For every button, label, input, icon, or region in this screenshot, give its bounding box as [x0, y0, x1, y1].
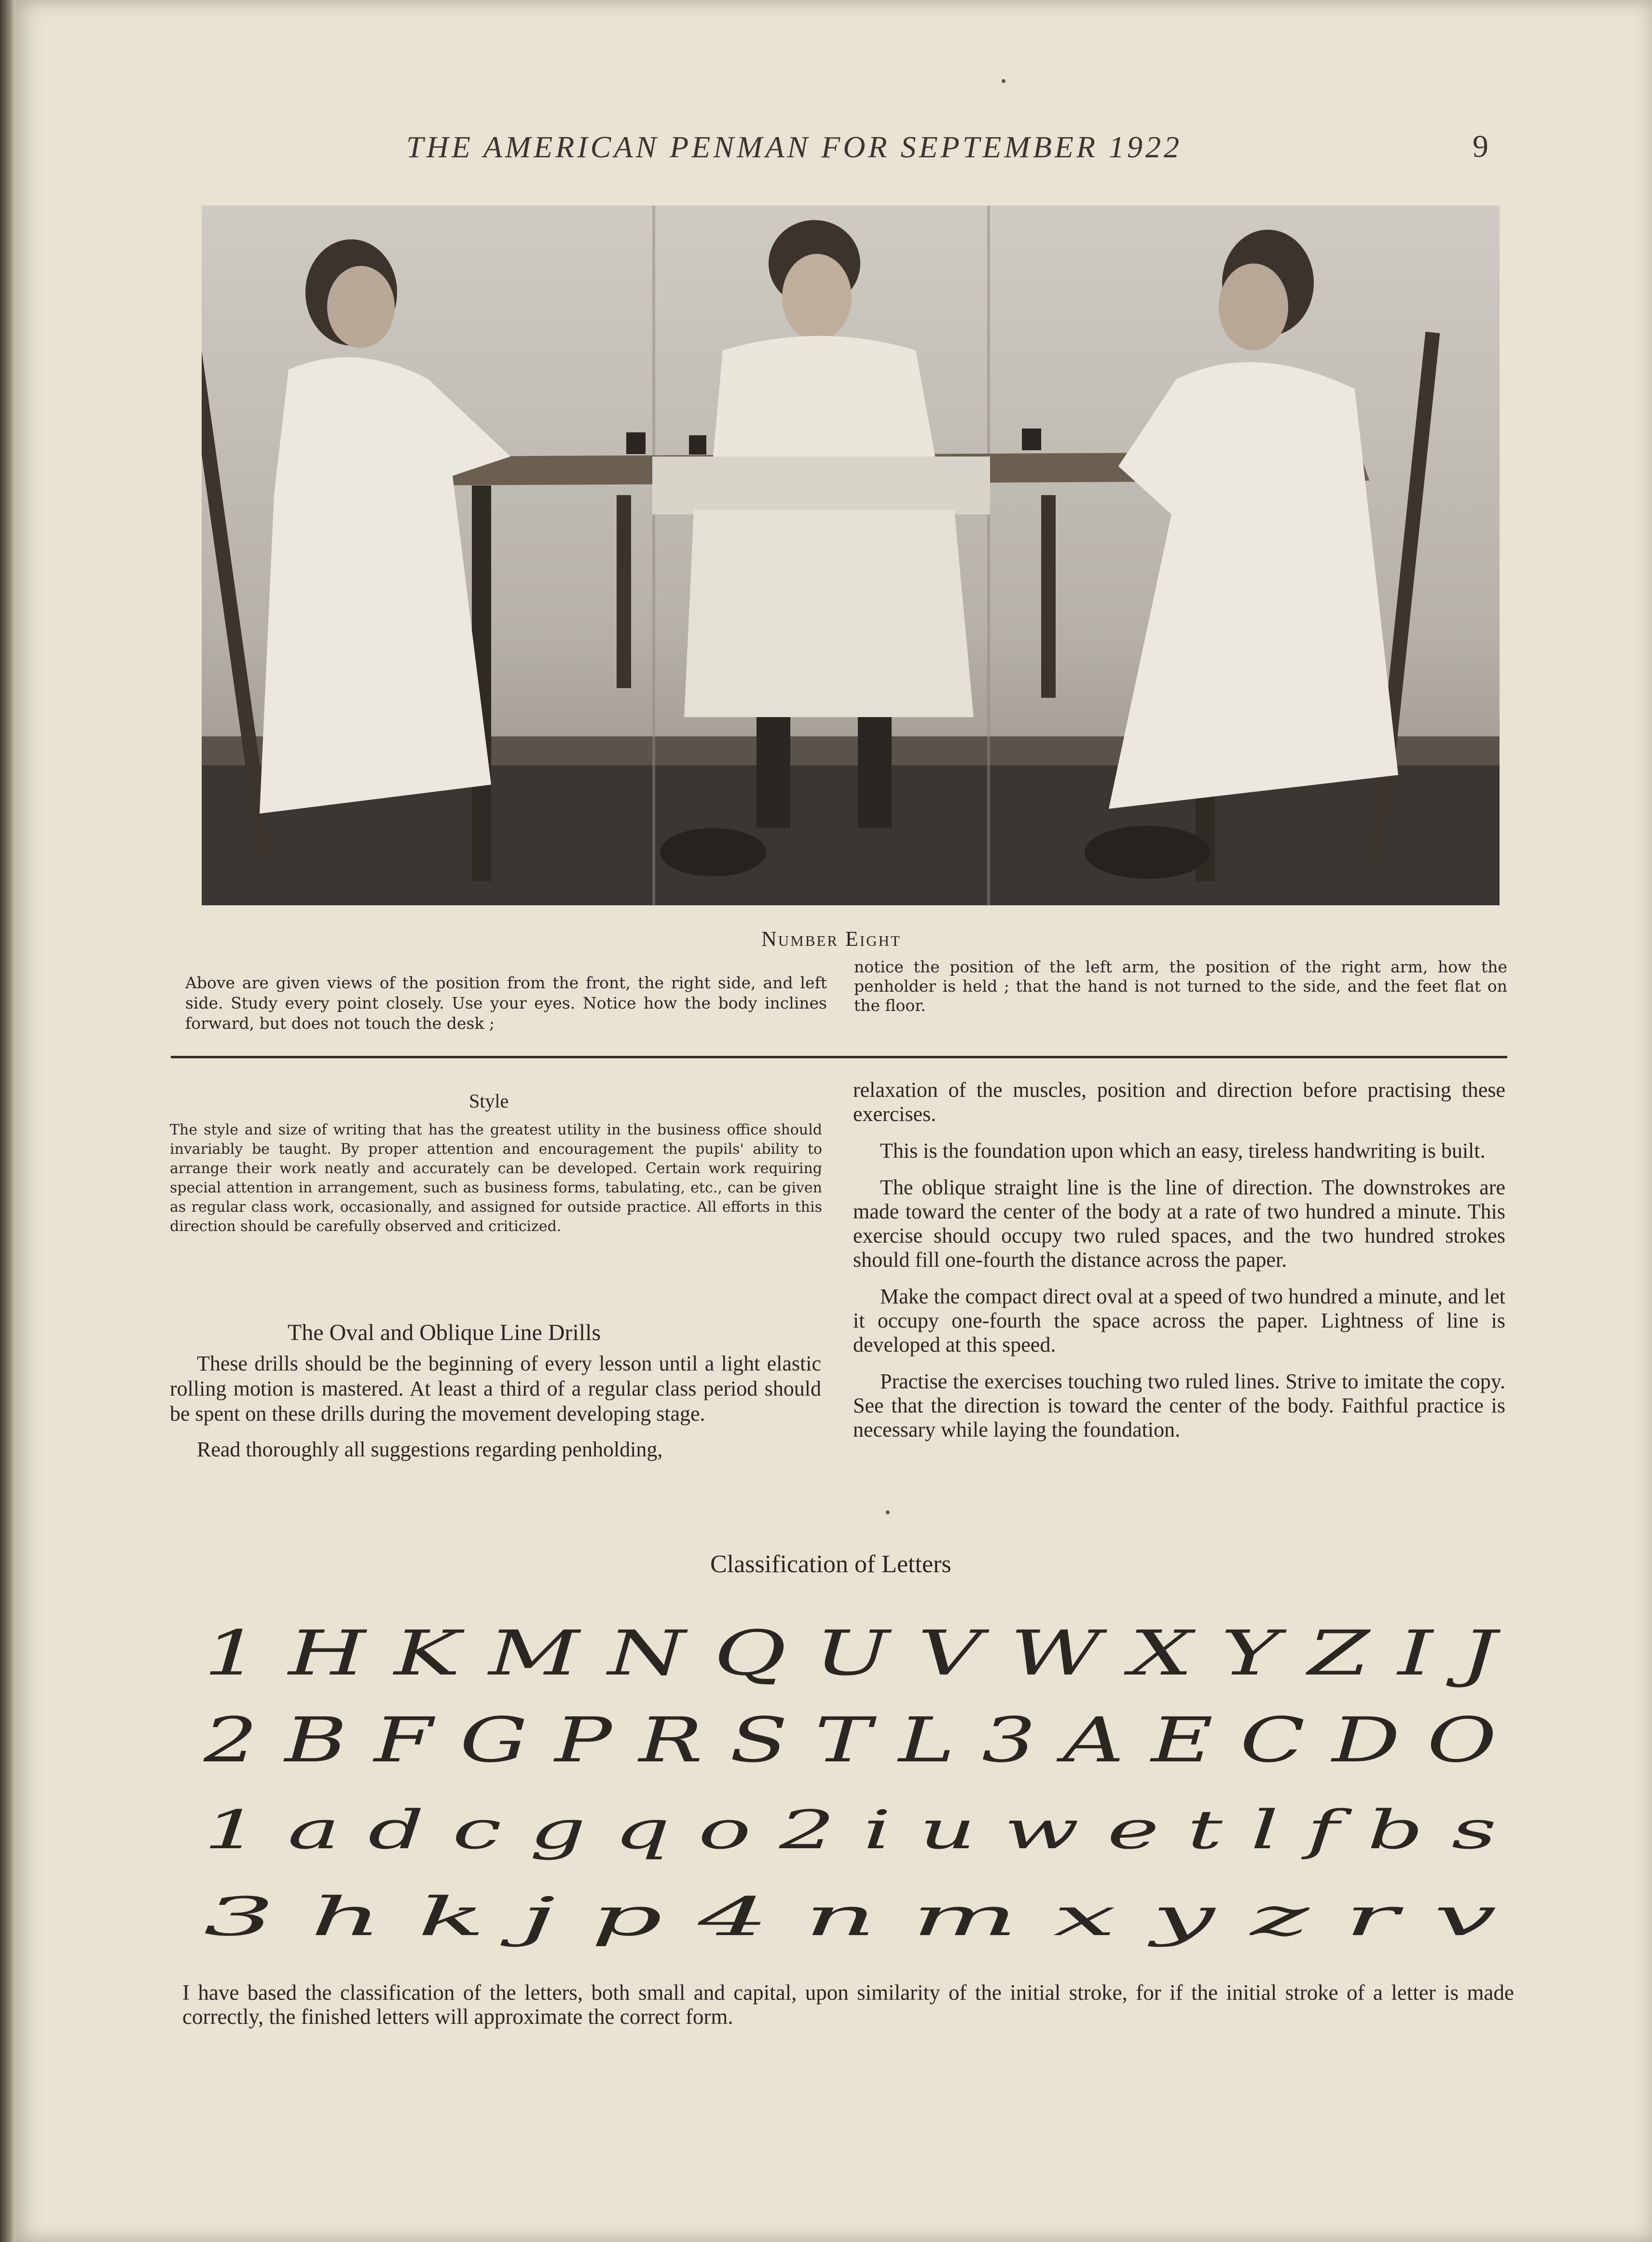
page-number: 9: [1473, 129, 1488, 164]
magazine-page: [15, 0, 1652, 2242]
style-heading: Style: [469, 1090, 509, 1112]
script-row-4: 3 h k j p 4 n m x y z r v: [204, 1886, 1497, 1948]
script-row-3: 1 a d c g q o 2 i u w e t l f b s: [204, 1799, 1497, 1861]
drills-paragraph: Read thoroughly all suggestions regarding penholding,: [197, 1438, 663, 1461]
photo-three-girls-writing-icon: [202, 206, 1500, 905]
classification-footer: I have based the classification of the letters, both small and capital, upon similarity of the initial stroke, for if the initial stroke of a letter is made correctly, the finished letters will approximate the correct form.: [182, 1980, 1514, 2029]
speck: [1002, 79, 1005, 83]
script-row-1: 1 H K M N Q U V W X Y Z I J: [204, 1618, 1501, 1689]
book-binding: [0, 0, 15, 2242]
style-paragraph: The style and size of writing that has the greatest utility in the business office should invariably be taught. By proper attention and encouragement the pupils' ability to arrange their work neatly and accurately can be developed. Certain work requiring special attention in arrangement, such as business forms, tabulating, etc., can be given as regular class work, occasionally, and assigned for outside practice. All efforts in this direction should be carefully observed and criticized.: [170, 1121, 822, 1235]
classification-heading: Classification of Letters: [710, 1550, 951, 1578]
photograph-writing-positions: [202, 206, 1500, 905]
script-letter-rows: [199, 1602, 1511, 1959]
photo-caption-right: notice the position of the left arm, the position of the right arm, how the penholder is held ; that the hand is not turned to the side, and the feet flat on the floor.: [854, 957, 1507, 1015]
photo-caption-title: Number Eight: [761, 927, 901, 951]
section-divider: [171, 1056, 1507, 1058]
script-letters-icon: [199, 1602, 1511, 1959]
right-paragraph: Make the compact direct oval at a speed of two hundred a minute, and let it occupy one-fourth the space across the paper. Lightness of line is developed at this speed.: [853, 1285, 1505, 1356]
right-paragraph: This is the foundation upon which an easy, tireless handwriting is built.: [880, 1139, 1486, 1163]
right-paragraph: The oblique straight line is the line of direction. The downstrokes are made toward the center of the body at a rate of two hundred a minute. This exercise should occupy two ruled spaces, and the two hundred strokes should fill one-fourth the distance across the paper.: [853, 1176, 1505, 1272]
drills-text: [170, 1351, 821, 1473]
right-paragraph: Practise the exercises touching two ruled lines. Strive to imitate the copy. See that the direction is toward the center of the body. Faithful practice is necessary while laying the foundation.: [853, 1370, 1505, 1441]
script-row-2: 2 B F G P R S T L 3 A E C D O: [203, 1704, 1497, 1776]
right-column-text: [853, 1078, 1505, 1454]
running-head: THE AMERICAN PENMAN FOR SEPTEMBER 1922: [406, 130, 1182, 164]
drills-paragraph: These drills should be the beginning of every lesson until a light elastic rolling motion is mastered. At least a third of a regular class period should be spent on these drills during the movement developing stage.: [170, 1352, 821, 1425]
photo-caption-left: Above are given views of the position from the front, the right side, and left side. Study every point closely. Use your eyes. Notice how the body inclines forward, but does not touch the desk ;: [185, 973, 827, 1033]
right-paragraph: relaxation of the muscles, position and direction before practising these exercises.: [853, 1078, 1505, 1126]
speck: [886, 1510, 890, 1514]
drills-heading: The Oval and Oblique Line Drills: [288, 1320, 601, 1345]
